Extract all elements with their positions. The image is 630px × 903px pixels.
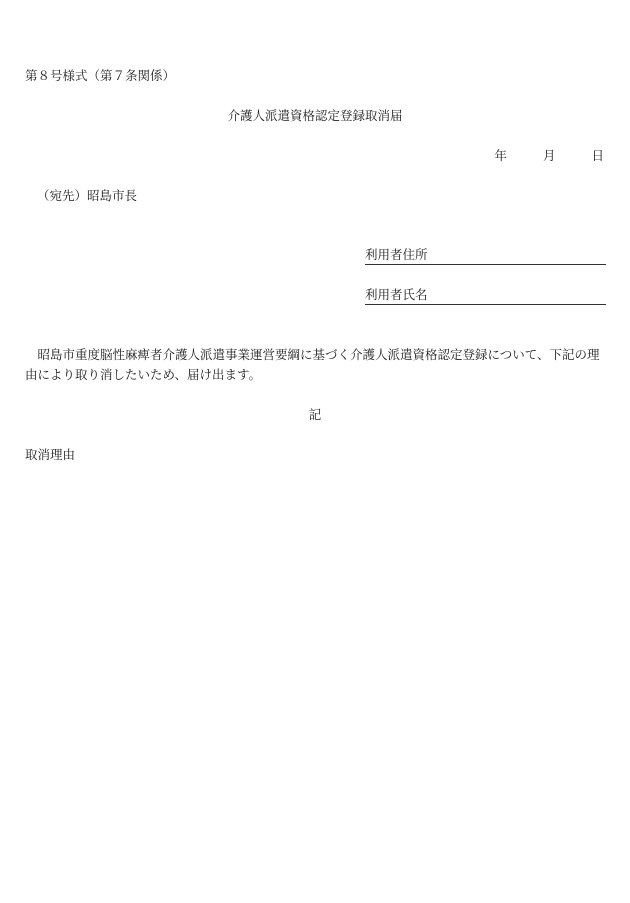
date-month: 月	[542, 148, 556, 163]
date-year: 年	[494, 148, 507, 163]
document-title: 介護人派遣資格認定登録取消届	[227, 108, 403, 123]
user-address-field[interactable]	[365, 245, 606, 265]
addressee: （宛先）昭島市長	[37, 188, 138, 203]
form-number: 第８号様式（第７条関係）	[25, 68, 176, 83]
user-address-label: 利用者住所	[365, 247, 428, 262]
user-name-label: 利用者氏名	[365, 287, 428, 302]
user-name-field[interactable]	[365, 285, 606, 305]
date-line	[494, 146, 604, 164]
date-day: 日	[591, 148, 604, 163]
cancellation-reason-label: 取消理由	[25, 447, 76, 462]
notice-body: 昭島市重度脳性麻痺者介護人派遣事業運営要綱に基づく介護人派遣資格認定登録について、下記の理由により取り消したいため、届け出ます。	[25, 347, 600, 382]
ki-heading: 記	[308, 407, 322, 422]
